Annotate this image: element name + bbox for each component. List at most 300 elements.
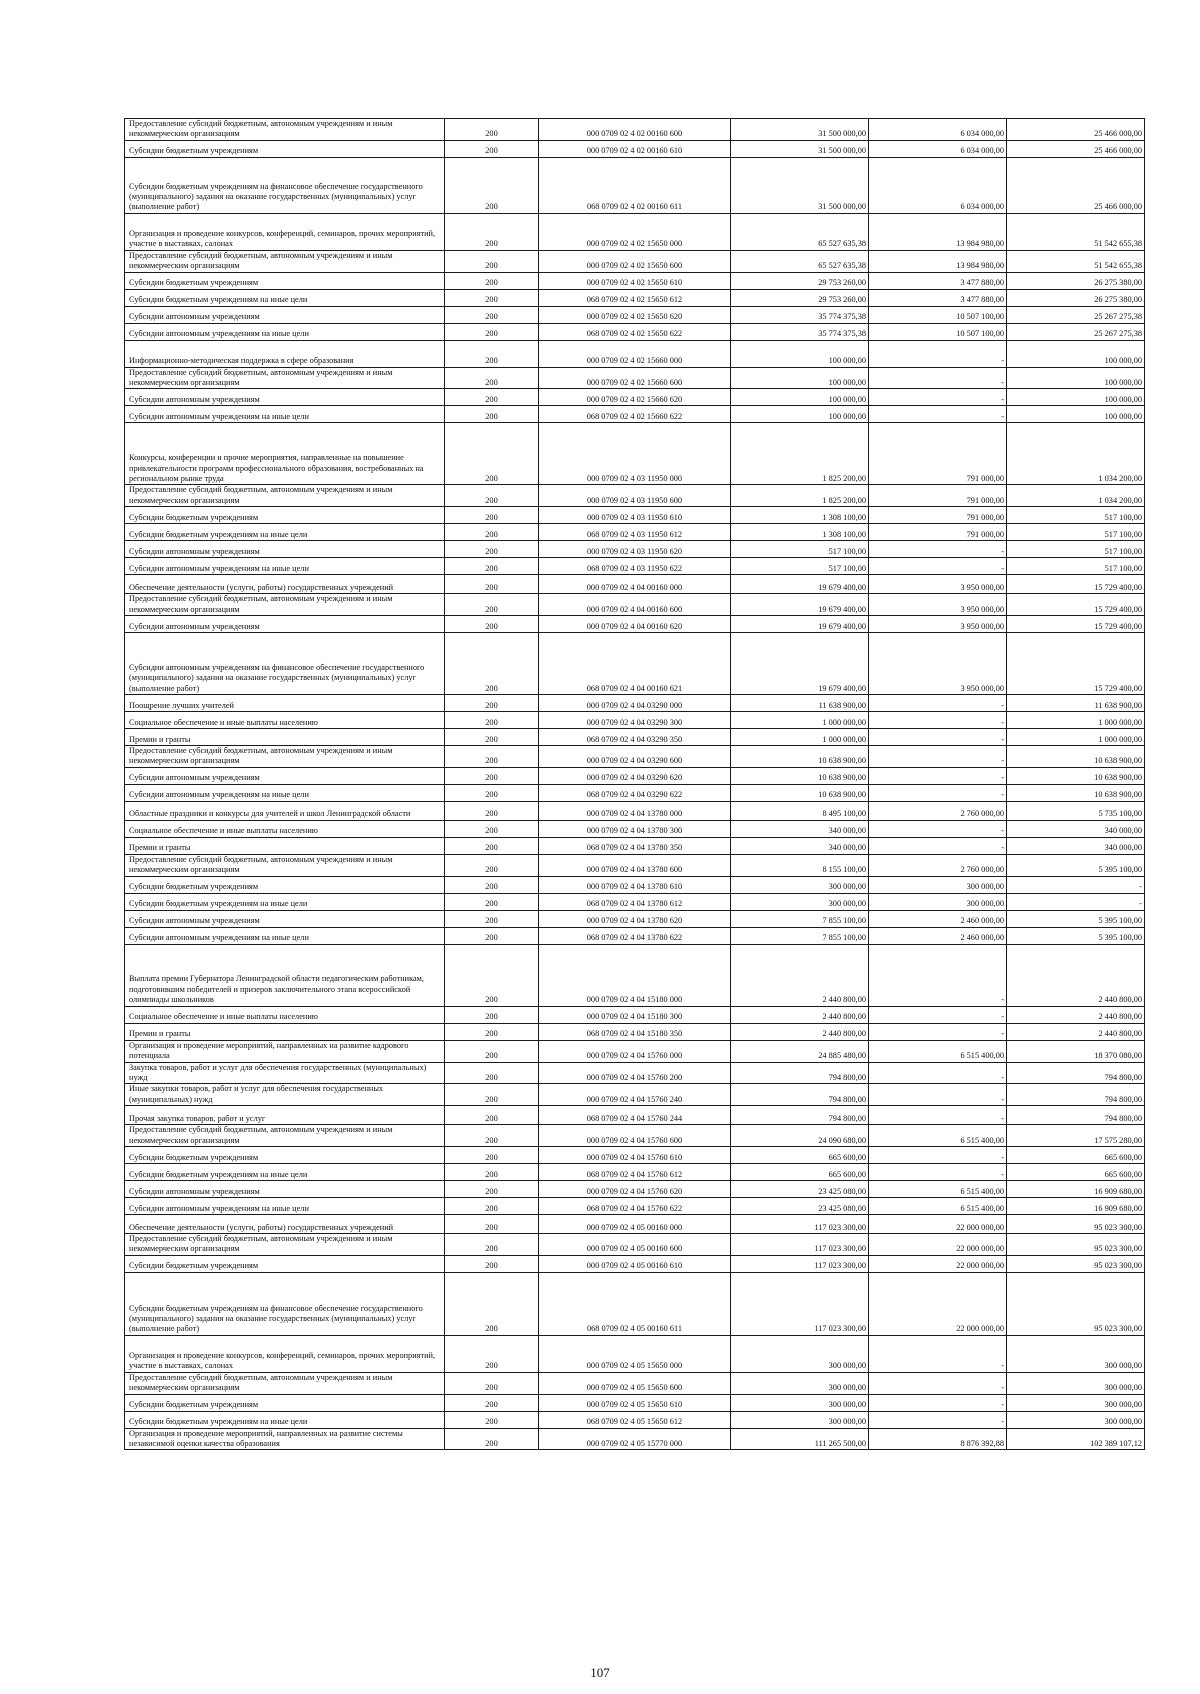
row-kbk-cell: 000 0709 02 4 05 00160 000: [539, 1214, 731, 1233]
row-planned-amount-cell: 31 500 000,00: [731, 119, 869, 141]
row-code-cell: 200: [445, 927, 539, 944]
table-row: [125, 616, 1145, 633]
row-remaining-amount-cell: -: [1007, 893, 1145, 910]
row-kbk-cell: 000 0709 02 4 02 15650 610: [539, 272, 731, 289]
row-executed-amount-cell: 3 950 000,00: [869, 575, 1007, 594]
row-kbk-cell: 000 0709 02 4 05 15770 000: [539, 1428, 731, 1450]
table-row: [125, 1214, 1145, 1233]
row-remaining-amount-cell: 300 000,00: [1007, 1335, 1145, 1372]
row-kbk-cell: 000 0709 02 4 04 00160 000: [539, 575, 731, 594]
row-planned-amount-cell: 100 000,00: [731, 367, 869, 389]
table-row: [125, 340, 1145, 367]
row-code-cell: 200: [445, 575, 539, 594]
row-executed-amount-cell: -: [869, 389, 1007, 406]
row-planned-amount-cell: 794 800,00: [731, 1062, 869, 1084]
row-planned-amount-cell: 300 000,00: [731, 1394, 869, 1411]
row-planned-amount-cell: 794 800,00: [731, 1106, 869, 1125]
table-row: [125, 157, 1145, 213]
row-kbk-cell: 068 0709 02 4 02 15650 622: [539, 323, 731, 340]
row-executed-amount-cell: -: [869, 1062, 1007, 1084]
row-executed-amount-cell: -: [869, 1084, 1007, 1106]
row-kbk-cell: 000 0709 02 4 04 15760 610: [539, 1146, 731, 1163]
row-executed-amount-cell: -: [869, 712, 1007, 729]
row-planned-amount-cell: 29 753 260,00: [731, 289, 869, 306]
table-row: [125, 927, 1145, 944]
row-name-cell: Предоставление субсидий бюджетным, автономным учреждениям и иным некоммерческим организациям: [125, 1372, 445, 1394]
row-executed-amount-cell: 2 760 000,00: [869, 801, 1007, 820]
row-planned-amount-cell: 100 000,00: [731, 340, 869, 367]
budget-execution-table: [124, 118, 1145, 1450]
row-kbk-cell: 068 0709 02 4 02 15660 622: [539, 406, 731, 423]
row-name-cell: Премии и гранты: [125, 1023, 445, 1040]
row-kbk-cell: 000 0709 02 4 04 00160 600: [539, 594, 731, 616]
table-row: [125, 893, 1145, 910]
row-name-cell: Субсидии бюджетным учреждениям на иные цели: [125, 1163, 445, 1180]
row-kbk-cell: 068 0709 02 4 04 00160 621: [539, 633, 731, 695]
row-kbk-cell: 068 0709 02 4 04 03290 350: [539, 729, 731, 746]
row-planned-amount-cell: 10 638 900,00: [731, 784, 869, 801]
table-row: [125, 1372, 1145, 1394]
row-planned-amount-cell: 2 440 800,00: [731, 1006, 869, 1023]
row-executed-amount-cell: 791 000,00: [869, 507, 1007, 524]
row-kbk-cell: 000 0709 02 4 02 15650 000: [539, 213, 731, 250]
table-row: [125, 1233, 1145, 1255]
row-name-cell: Субсидии автономным учреждениям на иные цели: [125, 558, 445, 575]
row-code-cell: 200: [445, 1125, 539, 1147]
row-executed-amount-cell: 6 034 000,00: [869, 140, 1007, 157]
row-executed-amount-cell: -: [869, 695, 1007, 712]
row-code-cell: 200: [445, 1255, 539, 1272]
row-kbk-cell: 068 0709 02 4 02 00160 611: [539, 157, 731, 213]
row-planned-amount-cell: 7 855 100,00: [731, 910, 869, 927]
row-name-cell: Субсидии автономным учреждениям: [125, 389, 445, 406]
row-planned-amount-cell: 65 527 635,38: [731, 250, 869, 272]
row-planned-amount-cell: 1 000 000,00: [731, 729, 869, 746]
row-executed-amount-cell: 6 034 000,00: [869, 157, 1007, 213]
row-name-cell: Субсидии бюджетным учреждениям на иные цели: [125, 893, 445, 910]
row-remaining-amount-cell: 25 466 000,00: [1007, 157, 1145, 213]
row-name-cell: Субсидии бюджетным учреждениям на финансовое обеспечение государственного (муниципального) задания на оказание государственных (муниципальных) услуг (выполнение работ): [125, 1272, 445, 1335]
row-code-cell: 200: [445, 1163, 539, 1180]
row-planned-amount-cell: 11 638 900,00: [731, 695, 869, 712]
row-executed-amount-cell: 791 000,00: [869, 524, 1007, 541]
row-remaining-amount-cell: 15 729 400,00: [1007, 633, 1145, 695]
row-planned-amount-cell: 23 425 080,00: [731, 1180, 869, 1197]
row-code-cell: 200: [445, 712, 539, 729]
row-name-cell: Информационно-методическая поддержка в сфере образования: [125, 340, 445, 367]
row-executed-amount-cell: -: [869, 340, 1007, 367]
row-name-cell: Субсидии автономным учреждениям на иные цели: [125, 784, 445, 801]
row-planned-amount-cell: 1 308 100,00: [731, 507, 869, 524]
row-planned-amount-cell: 300 000,00: [731, 893, 869, 910]
row-name-cell: Организация и проведение мероприятий, направленных на развитие системы независимой оценки качества образования: [125, 1428, 445, 1450]
row-planned-amount-cell: 65 527 635,38: [731, 213, 869, 250]
row-executed-amount-cell: 22 000 000,00: [869, 1233, 1007, 1255]
row-remaining-amount-cell: 95 023 300,00: [1007, 1255, 1145, 1272]
row-remaining-amount-cell: 100 000,00: [1007, 367, 1145, 389]
row-name-cell: Организация и проведение конкурсов, конференций, семинаров, прочих мероприятий, участие в выставках, салонах: [125, 213, 445, 250]
row-name-cell: Предоставление субсидий бюджетным, автономным учреждениям и иным некоммерческим организациям: [125, 1233, 445, 1255]
row-kbk-cell: 068 0709 02 4 03 11950 622: [539, 558, 731, 575]
table-body: [125, 119, 1145, 1450]
table-row: [125, 541, 1145, 558]
table-row: [125, 323, 1145, 340]
row-remaining-amount-cell: 517 100,00: [1007, 558, 1145, 575]
row-executed-amount-cell: -: [869, 729, 1007, 746]
table-row: [125, 507, 1145, 524]
row-code-cell: 200: [445, 1214, 539, 1233]
table-row: [125, 1411, 1145, 1428]
table-row: [125, 820, 1145, 837]
table-row: [125, 729, 1145, 746]
row-kbk-cell: 000 0709 02 4 04 00160 620: [539, 616, 731, 633]
row-remaining-amount-cell: 517 100,00: [1007, 541, 1145, 558]
table-row: [125, 119, 1145, 141]
row-name-cell: Предоставление субсидий бюджетным, автономным учреждениям и иным некоммерческим организациям: [125, 119, 445, 141]
row-name-cell: Субсидии автономным учреждениям на иные цели: [125, 323, 445, 340]
row-kbk-cell: 000 0709 02 4 02 15660 620: [539, 389, 731, 406]
row-remaining-amount-cell: 300 000,00: [1007, 1394, 1145, 1411]
row-code-cell: 200: [445, 633, 539, 695]
row-name-cell: Обеспечение деятельности (услуги, работы) государственных учреждений: [125, 1214, 445, 1233]
row-planned-amount-cell: 340 000,00: [731, 837, 869, 854]
row-name-cell: Премии и гранты: [125, 837, 445, 854]
row-kbk-cell: 000 0709 02 4 04 15760 620: [539, 1180, 731, 1197]
row-remaining-amount-cell: 11 638 900,00: [1007, 695, 1145, 712]
row-kbk-cell: 068 0709 02 4 04 13780 622: [539, 927, 731, 944]
row-remaining-amount-cell: 1 034 200,00: [1007, 485, 1145, 507]
row-executed-amount-cell: 22 000 000,00: [869, 1214, 1007, 1233]
row-name-cell: Предоставление субсидий бюджетным, автономным учреждениям и иным некоммерческим организациям: [125, 854, 445, 876]
row-remaining-amount-cell: 95 023 300,00: [1007, 1233, 1145, 1255]
row-executed-amount-cell: 3 950 000,00: [869, 594, 1007, 616]
row-name-cell: Предоставление субсидий бюджетным, автономным учреждениям и иным некоммерческим организациям: [125, 594, 445, 616]
row-executed-amount-cell: -: [869, 1335, 1007, 1372]
row-executed-amount-cell: -: [869, 1023, 1007, 1040]
row-kbk-cell: 000 0709 02 4 03 11950 000: [539, 423, 731, 485]
row-code-cell: 200: [445, 140, 539, 157]
row-planned-amount-cell: 8 495 100,00: [731, 801, 869, 820]
row-remaining-amount-cell: 794 800,00: [1007, 1062, 1145, 1084]
row-kbk-cell: 000 0709 02 4 02 15650 600: [539, 250, 731, 272]
row-executed-amount-cell: 3 950 000,00: [869, 616, 1007, 633]
row-name-cell: Областные праздники и конкурсы для учителей и школ Ленинградской области: [125, 801, 445, 820]
row-planned-amount-cell: 111 265 500,00: [731, 1428, 869, 1450]
row-code-cell: 200: [445, 944, 539, 1006]
row-executed-amount-cell: -: [869, 1163, 1007, 1180]
row-remaining-amount-cell: 51 542 655,38: [1007, 250, 1145, 272]
row-executed-amount-cell: 2 760 000,00: [869, 854, 1007, 876]
table-row: [125, 406, 1145, 423]
table-row: [125, 633, 1145, 695]
row-name-cell: Предоставление субсидий бюджетным, автономным учреждениям и иным некоммерческим организациям: [125, 1125, 445, 1147]
row-name-cell: Субсидии бюджетным учреждениям: [125, 1394, 445, 1411]
table-row: [125, 1006, 1145, 1023]
row-planned-amount-cell: 31 500 000,00: [731, 157, 869, 213]
row-planned-amount-cell: 31 500 000,00: [731, 140, 869, 157]
row-planned-amount-cell: 117 023 300,00: [731, 1272, 869, 1335]
row-kbk-cell: 000 0709 02 4 05 15650 610: [539, 1394, 731, 1411]
row-kbk-cell: 068 0709 02 4 04 15760 622: [539, 1197, 731, 1214]
row-name-cell: Субсидии бюджетным учреждениям: [125, 876, 445, 893]
row-name-cell: Поощрение лучших учителей: [125, 695, 445, 712]
row-kbk-cell: 068 0709 02 4 04 15760 612: [539, 1163, 731, 1180]
table-row: [125, 784, 1145, 801]
row-executed-amount-cell: 6 515 400,00: [869, 1180, 1007, 1197]
table-row: [125, 910, 1145, 927]
row-planned-amount-cell: 117 023 300,00: [731, 1233, 869, 1255]
table-row: [125, 575, 1145, 594]
row-name-cell: Субсидии бюджетным учреждениям: [125, 272, 445, 289]
table-row: [125, 1255, 1145, 1272]
row-planned-amount-cell: 665 600,00: [731, 1163, 869, 1180]
row-kbk-cell: 000 0709 02 4 04 15180 300: [539, 1006, 731, 1023]
table-row: [125, 367, 1145, 389]
row-remaining-amount-cell: 95 023 300,00: [1007, 1272, 1145, 1335]
table-row: [125, 876, 1145, 893]
row-name-cell: Прочая закупка товаров, работ и услуг: [125, 1106, 445, 1125]
row-code-cell: 200: [445, 485, 539, 507]
row-code-cell: 200: [445, 306, 539, 323]
row-kbk-cell: 000 0709 02 4 05 00160 610: [539, 1255, 731, 1272]
row-kbk-cell: 000 0709 02 4 02 00160 610: [539, 140, 731, 157]
row-kbk-cell: 000 0709 02 4 02 00160 600: [539, 119, 731, 141]
row-code-cell: 200: [445, 340, 539, 367]
row-executed-amount-cell: 6 515 400,00: [869, 1125, 1007, 1147]
row-code-cell: 200: [445, 1106, 539, 1125]
row-kbk-cell: 000 0709 02 4 02 15660 000: [539, 340, 731, 367]
table-row: [125, 746, 1145, 768]
table-row: [125, 250, 1145, 272]
row-code-cell: 200: [445, 1180, 539, 1197]
row-planned-amount-cell: 1 825 200,00: [731, 485, 869, 507]
row-name-cell: Иные закупки товаров, работ и услуг для обеспечения государственных (муниципальных) нужд: [125, 1084, 445, 1106]
table-row: [125, 213, 1145, 250]
row-planned-amount-cell: 19 679 400,00: [731, 616, 869, 633]
row-planned-amount-cell: 100 000,00: [731, 406, 869, 423]
row-remaining-amount-cell: 5 395 100,00: [1007, 854, 1145, 876]
row-remaining-amount-cell: 95 023 300,00: [1007, 1214, 1145, 1233]
row-executed-amount-cell: 3 477 880,00: [869, 289, 1007, 306]
table-row: [125, 1106, 1145, 1125]
row-code-cell: 200: [445, 1428, 539, 1450]
row-planned-amount-cell: 24 885 480,00: [731, 1040, 869, 1062]
row-executed-amount-cell: -: [869, 1394, 1007, 1411]
row-code-cell: 200: [445, 406, 539, 423]
row-executed-amount-cell: 13 984 980,00: [869, 250, 1007, 272]
row-code-cell: 200: [445, 1084, 539, 1106]
row-remaining-amount-cell: 25 267 275,38: [1007, 306, 1145, 323]
row-executed-amount-cell: -: [869, 746, 1007, 768]
row-name-cell: Предоставление субсидий бюджетным, автономным учреждениям и иным некоммерческим организациям: [125, 250, 445, 272]
row-code-cell: 200: [445, 423, 539, 485]
row-kbk-cell: 068 0709 02 4 04 13780 612: [539, 893, 731, 910]
row-planned-amount-cell: 300 000,00: [731, 1335, 869, 1372]
row-name-cell: Социальное обеспечение и иные выплаты населению: [125, 1006, 445, 1023]
row-planned-amount-cell: 35 774 375,38: [731, 323, 869, 340]
row-kbk-cell: 000 0709 02 4 05 00160 600: [539, 1233, 731, 1255]
row-planned-amount-cell: 794 800,00: [731, 1084, 869, 1106]
row-remaining-amount-cell: 300 000,00: [1007, 1372, 1145, 1394]
row-code-cell: 200: [445, 213, 539, 250]
row-kbk-cell: 068 0709 02 4 03 11950 612: [539, 524, 731, 541]
row-code-cell: 200: [445, 1411, 539, 1428]
row-executed-amount-cell: 22 000 000,00: [869, 1272, 1007, 1335]
table-row: [125, 1335, 1145, 1372]
row-remaining-amount-cell: 665 600,00: [1007, 1146, 1145, 1163]
row-code-cell: 200: [445, 1372, 539, 1394]
row-planned-amount-cell: 8 155 100,00: [731, 854, 869, 876]
row-remaining-amount-cell: 100 000,00: [1007, 340, 1145, 367]
row-planned-amount-cell: 300 000,00: [731, 1372, 869, 1394]
row-remaining-amount-cell: 10 638 900,00: [1007, 746, 1145, 768]
row-code-cell: 200: [445, 1040, 539, 1062]
row-planned-amount-cell: 517 100,00: [731, 558, 869, 575]
row-name-cell: Предоставление субсидий бюджетным, автономным учреждениям и иным некоммерческим организациям: [125, 746, 445, 768]
row-planned-amount-cell: 19 679 400,00: [731, 594, 869, 616]
row-planned-amount-cell: 117 023 300,00: [731, 1255, 869, 1272]
row-executed-amount-cell: -: [869, 367, 1007, 389]
table-row: [125, 1146, 1145, 1163]
row-code-cell: 200: [445, 876, 539, 893]
row-executed-amount-cell: -: [869, 944, 1007, 1006]
row-name-cell: Субсидии автономным учреждениям: [125, 541, 445, 558]
row-executed-amount-cell: -: [869, 1146, 1007, 1163]
row-remaining-amount-cell: 18 370 080,00: [1007, 1040, 1145, 1062]
row-planned-amount-cell: 29 753 260,00: [731, 272, 869, 289]
row-kbk-cell: 068 0709 02 4 04 15180 350: [539, 1023, 731, 1040]
row-remaining-amount-cell: 2 440 800,00: [1007, 1006, 1145, 1023]
row-code-cell: 200: [445, 1233, 539, 1255]
row-planned-amount-cell: 117 023 300,00: [731, 1214, 869, 1233]
row-planned-amount-cell: 300 000,00: [731, 876, 869, 893]
row-code-cell: 200: [445, 695, 539, 712]
row-name-cell: Социальное обеспечение и иные выплаты населению: [125, 820, 445, 837]
table-row: [125, 1272, 1145, 1335]
row-remaining-amount-cell: 15 729 400,00: [1007, 575, 1145, 594]
row-planned-amount-cell: 35 774 375,38: [731, 306, 869, 323]
row-planned-amount-cell: 517 100,00: [731, 541, 869, 558]
row-remaining-amount-cell: 5 395 100,00: [1007, 910, 1145, 927]
row-executed-amount-cell: 300 000,00: [869, 876, 1007, 893]
row-planned-amount-cell: 19 679 400,00: [731, 633, 869, 695]
table-row: [125, 1394, 1145, 1411]
table-row: [125, 1062, 1145, 1084]
row-remaining-amount-cell: 1 000 000,00: [1007, 712, 1145, 729]
row-executed-amount-cell: -: [869, 784, 1007, 801]
row-remaining-amount-cell: 340 000,00: [1007, 837, 1145, 854]
row-name-cell: Субсидии автономным учреждениям на финансовое обеспечение государственного (муниципального) задания на оказание государственных (муниципальных) услуг (выполнение работ): [125, 633, 445, 695]
row-name-cell: Субсидии бюджетным учреждениям: [125, 507, 445, 524]
row-name-cell: Субсидии автономным учреждениям: [125, 306, 445, 323]
row-name-cell: Субсидии автономным учреждениям: [125, 767, 445, 784]
row-name-cell: Конкурсы, конференции и прочие мероприятия, направленные на повышение привлекательности программ профессионального образования, востребованных на региональном рынке труда: [125, 423, 445, 485]
table-row: [125, 289, 1145, 306]
row-executed-amount-cell: -: [869, 837, 1007, 854]
row-remaining-amount-cell: 517 100,00: [1007, 524, 1145, 541]
row-code-cell: 200: [445, 1335, 539, 1372]
table-row: [125, 140, 1145, 157]
row-kbk-cell: 068 0709 02 4 05 15650 612: [539, 1411, 731, 1428]
row-code-cell: 200: [445, 1272, 539, 1335]
row-code-cell: 200: [445, 820, 539, 837]
row-code-cell: 200: [445, 1062, 539, 1084]
row-remaining-amount-cell: 2 440 800,00: [1007, 944, 1145, 1006]
row-code-cell: 200: [445, 323, 539, 340]
row-remaining-amount-cell: 15 729 400,00: [1007, 594, 1145, 616]
row-code-cell: 200: [445, 854, 539, 876]
row-code-cell: 200: [445, 524, 539, 541]
row-executed-amount-cell: 2 460 000,00: [869, 927, 1007, 944]
row-code-cell: 200: [445, 289, 539, 306]
row-executed-amount-cell: 22 000 000,00: [869, 1255, 1007, 1272]
row-executed-amount-cell: 6 034 000,00: [869, 119, 1007, 141]
row-planned-amount-cell: 10 638 900,00: [731, 767, 869, 784]
row-kbk-cell: 000 0709 02 4 03 11950 610: [539, 507, 731, 524]
table-row: [125, 272, 1145, 289]
row-name-cell: Субсидии бюджетным учреждениям на иные цели: [125, 289, 445, 306]
row-kbk-cell: 000 0709 02 4 02 15650 620: [539, 306, 731, 323]
row-remaining-amount-cell: 25 267 275,38: [1007, 323, 1145, 340]
row-executed-amount-cell: -: [869, 406, 1007, 423]
row-remaining-amount-cell: 16 909 680,00: [1007, 1197, 1145, 1214]
row-name-cell: Субсидии автономным учреждениям на иные цели: [125, 406, 445, 423]
row-remaining-amount-cell: 1 034 200,00: [1007, 423, 1145, 485]
row-name-cell: Субсидии бюджетным учреждениям на финансовое обеспечение государственного (муниципального) задания на оказание государственных (муниципальных) услуг (выполнение работ): [125, 157, 445, 213]
row-code-cell: 200: [445, 910, 539, 927]
table-row: [125, 594, 1145, 616]
table-row: [125, 485, 1145, 507]
row-planned-amount-cell: 665 600,00: [731, 1146, 869, 1163]
row-remaining-amount-cell: 10 638 900,00: [1007, 767, 1145, 784]
table-row: [125, 1023, 1145, 1040]
row-code-cell: 200: [445, 507, 539, 524]
row-name-cell: Субсидии бюджетным учреждениям: [125, 1255, 445, 1272]
row-code-cell: 200: [445, 594, 539, 616]
row-remaining-amount-cell: 5 735 100,00: [1007, 801, 1145, 820]
row-executed-amount-cell: -: [869, 767, 1007, 784]
row-executed-amount-cell: 13 984 980,00: [869, 213, 1007, 250]
table-row: [125, 558, 1145, 575]
row-code-cell: 200: [445, 784, 539, 801]
table-row: [125, 837, 1145, 854]
row-executed-amount-cell: 6 515 400,00: [869, 1197, 1007, 1214]
table-row: [125, 1163, 1145, 1180]
row-executed-amount-cell: 3 477 880,00: [869, 272, 1007, 289]
row-remaining-amount-cell: 100 000,00: [1007, 389, 1145, 406]
row-executed-amount-cell: 10 507 100,00: [869, 306, 1007, 323]
row-planned-amount-cell: 2 440 800,00: [731, 1023, 869, 1040]
page-number: 107: [590, 1665, 610, 1680]
row-executed-amount-cell: -: [869, 1006, 1007, 1023]
row-kbk-cell: 068 0709 02 4 04 03290 622: [539, 784, 731, 801]
row-executed-amount-cell: 791 000,00: [869, 423, 1007, 485]
row-name-cell: Субсидии бюджетным учреждениям: [125, 140, 445, 157]
row-remaining-amount-cell: 300 000,00: [1007, 1411, 1145, 1428]
row-code-cell: 200: [445, 1006, 539, 1023]
row-name-cell: Субсидии автономным учреждениям на иные цели: [125, 1197, 445, 1214]
row-planned-amount-cell: 24 090 680,00: [731, 1125, 869, 1147]
row-executed-amount-cell: -: [869, 1372, 1007, 1394]
row-remaining-amount-cell: 1 000 000,00: [1007, 729, 1145, 746]
row-name-cell: Предоставление субсидий бюджетным, автономным учреждениям и иным некоммерческим организациям: [125, 485, 445, 507]
row-planned-amount-cell: 100 000,00: [731, 389, 869, 406]
row-kbk-cell: 000 0709 02 4 04 13780 620: [539, 910, 731, 927]
row-name-cell: Организация и проведение конкурсов, конференций, семинаров, прочих мероприятий, участие в выставках, салонах: [125, 1335, 445, 1372]
row-name-cell: Закупка товаров, работ и услуг для обеспечения государственных (муниципальных) нужд: [125, 1062, 445, 1084]
row-kbk-cell: 000 0709 02 4 04 15760 200: [539, 1062, 731, 1084]
row-remaining-amount-cell: 102 389 107,12: [1007, 1428, 1145, 1450]
